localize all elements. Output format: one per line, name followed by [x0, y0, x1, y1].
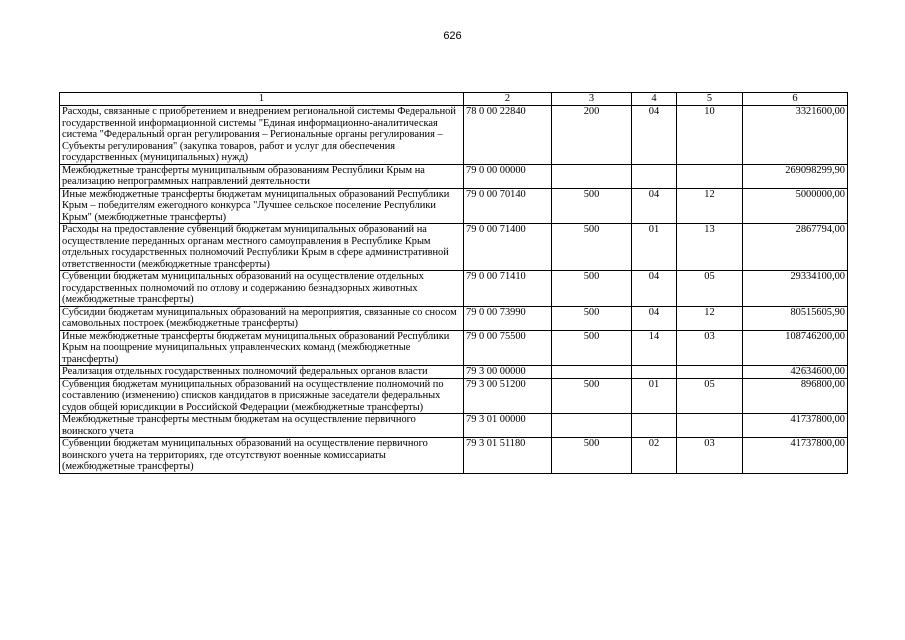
row-subsection: 05 [677, 271, 743, 307]
row-code: 79 0 00 71400 [464, 224, 552, 271]
row-section: 04 [632, 306, 677, 330]
page-number: 626 [443, 30, 462, 42]
row-code: 79 0 00 70140 [464, 188, 552, 224]
row-code: 79 0 00 71410 [464, 271, 552, 307]
column-header: 2 [464, 93, 552, 106]
row-section: 14 [632, 330, 677, 366]
row-name: Субвенции бюджетам муниципальных образований на осуществление отдельных государственных полномочий по отлову и содержанию безнадзорных животных (межбюджетные трансферты) [60, 271, 464, 307]
row-name: Иные межбюджетные трансферты бюджетам муниципальных образований Республики Крым на поощрение муниципальных управленческих команд (межбюджетные трансферты) [60, 330, 464, 366]
row-subsection: 12 [677, 306, 743, 330]
row-code: 78 0 00 22840 [464, 106, 552, 165]
column-header: 1 [60, 93, 464, 106]
row-section [632, 366, 677, 379]
row-code: 79 3 01 00000 [464, 414, 552, 438]
row-code: 79 3 01 51180 [464, 438, 552, 474]
column-header: 4 [632, 93, 677, 106]
column-header: 5 [677, 93, 743, 106]
row-expense-type: 500 [552, 378, 632, 414]
table-row [60, 106, 848, 165]
row-expense-type: 500 [552, 330, 632, 366]
row-subsection [677, 164, 743, 188]
row-name: Субвенция бюджетам муниципальных образований на осуществление полномочий по составлению (изменению) списков кандидатов в присяжные заседатели федеральных судов общей юрисдикции в Российской Федерации (межбюджетные трансферты) [60, 378, 464, 414]
row-subsection: 03 [677, 438, 743, 474]
row-subsection: 05 [677, 378, 743, 414]
row-name: Реализация отдельных государственных полномочий федеральных органов власти [60, 366, 464, 379]
row-code: 79 0 00 75500 [464, 330, 552, 366]
row-expense-type [552, 164, 632, 188]
row-amount: 3321600,00 [743, 106, 848, 165]
table-row [60, 164, 848, 188]
row-subsection [677, 414, 743, 438]
row-expense-type [552, 414, 632, 438]
row-section [632, 414, 677, 438]
row-expense-type: 500 [552, 188, 632, 224]
row-amount: 5000000,00 [743, 188, 848, 224]
row-section: 01 [632, 224, 677, 271]
row-amount: 41737800,00 [743, 414, 848, 438]
row-expense-type: 200 [552, 106, 632, 165]
row-subsection: 13 [677, 224, 743, 271]
row-amount: 42634600,00 [743, 366, 848, 379]
row-name: Иные межбюджетные трансферты бюджетам муниципальных образований Республики Крым – победителям ежегодного конкурса "Лучшее сельское поселение Республики Крым" (межбюджетные трансферты) [60, 188, 464, 224]
table-row [60, 366, 848, 379]
row-amount: 29334100,00 [743, 271, 848, 307]
row-amount: 41737800,00 [743, 438, 848, 474]
table-header-row [60, 93, 848, 106]
row-expense-type [552, 366, 632, 379]
budget-table [59, 92, 848, 474]
row-amount: 108746200,00 [743, 330, 848, 366]
row-amount: 896800,00 [743, 378, 848, 414]
row-code: 79 0 00 73990 [464, 306, 552, 330]
row-name: Межбюджетные трансферты местным бюджетам на осуществление первичного воинского учета [60, 414, 464, 438]
row-expense-type: 500 [552, 271, 632, 307]
row-code: 79 0 00 00000 [464, 164, 552, 188]
row-code: 79 3 00 51200 [464, 378, 552, 414]
row-name: Расходы, связанные с приобретением и внедрением региональной системы Федеральной государственной информационной системы "Единая информационно-аналитическая система "Федеральный орган регулирования – Региональные органы регулирования – Субъекты регулирования" (закупка товаров, работ и услуг для обеспечения государственных (муниципальных) нужд) [60, 106, 464, 165]
column-header: 3 [552, 93, 632, 106]
row-expense-type: 500 [552, 224, 632, 271]
row-subsection: 12 [677, 188, 743, 224]
row-section: 02 [632, 438, 677, 474]
row-subsection [677, 366, 743, 379]
row-section: 04 [632, 271, 677, 307]
row-name: Субсидии бюджетам муниципальных образований на мероприятия, связанные со сносом самовольных построек (межбюджетные трансферты) [60, 306, 464, 330]
table-row [60, 306, 848, 330]
row-amount: 2867794,00 [743, 224, 848, 271]
row-amount: 80515605,90 [743, 306, 848, 330]
row-section [632, 164, 677, 188]
row-code: 79 3 00 00000 [464, 366, 552, 379]
table-row [60, 330, 848, 366]
row-section: 04 [632, 188, 677, 224]
row-name: Межбюджетные трансферты муниципальным образованиям Республики Крым на реализацию непрограммных направлений деятельности [60, 164, 464, 188]
row-name: Расходы на предоставление субвенций бюджетам муниципальных образований на осуществление переданных органам местного самоуправления в Республике Крым отдельных государственных полномочий Республики Крым в сфере административной ответственности (межбюджетные трансферты) [60, 224, 464, 271]
row-subsection: 10 [677, 106, 743, 165]
row-subsection: 03 [677, 330, 743, 366]
table-row [60, 378, 848, 414]
row-section: 04 [632, 106, 677, 165]
row-amount: 269098299,90 [743, 164, 848, 188]
table-row [60, 188, 848, 224]
table-row [60, 414, 848, 438]
table-row [60, 271, 848, 307]
row-expense-type: 500 [552, 306, 632, 330]
table-row [60, 224, 848, 271]
row-expense-type: 500 [552, 438, 632, 474]
table-row [60, 438, 848, 474]
column-header: 6 [743, 93, 848, 106]
row-section: 01 [632, 378, 677, 414]
row-name: Субвенции бюджетам муниципальных образований на осуществление первичного воинского учета на территориях, где отсутствуют военные комиссариаты (межбюджетные трансферты) [60, 438, 464, 474]
